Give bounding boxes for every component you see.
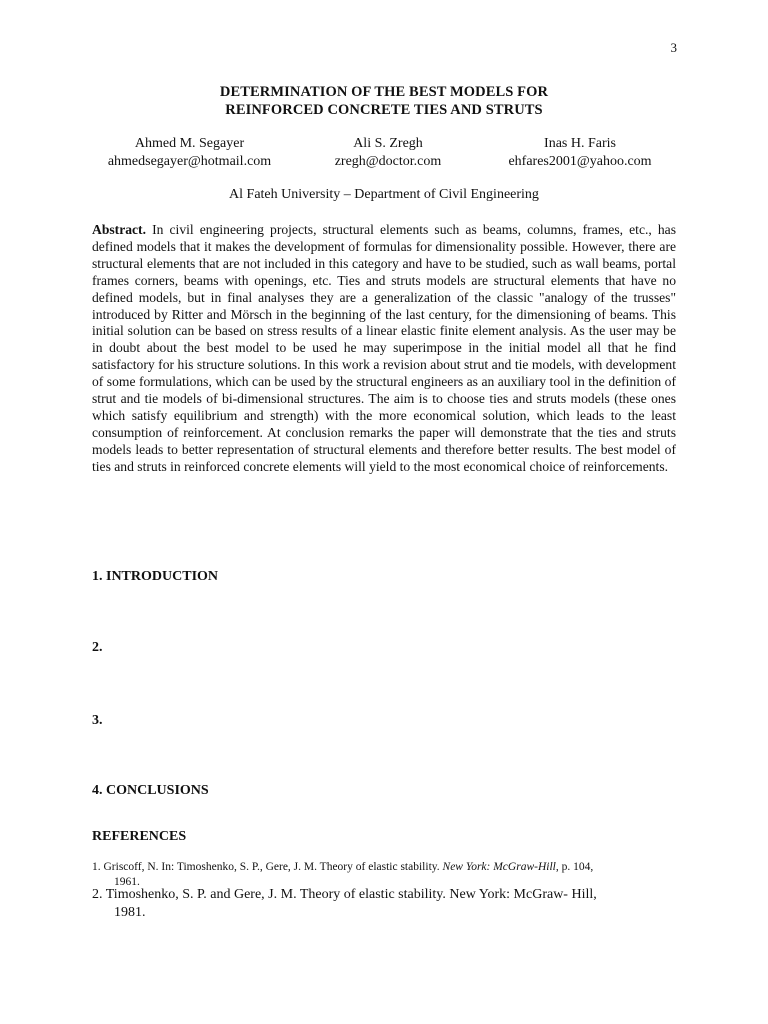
- author-3: [478, 135, 682, 171]
- author-2: [298, 135, 478, 171]
- abstract-label: Abstract.: [92, 222, 146, 237]
- reference-item-1: [92, 860, 676, 889]
- abstract-text: In civil engineering projects, structural elements such as beams, columns, frames, etc., has defined models that it makes the development of formulas for dimensionality possible. However, there are structural elements that are not included in this category and have to be studied, such as wall beams, portal frames corners, beams with openings, etc. Ties and struts models are structural elements that have no defined models, but in final analyses they are a generalization of the classic "analogy of the trusses" introduced by Ritter and Mörsch in the beginning of the last century, for the dimensioning of beams. This initial solution can be based on stress results of a linear elastic finite element analysis. As the user may be in doubt about the best model to be used he may superimpose in the initial model all that he find satisfactory for his structure solutions. In this work a revision about strut and tie models, with development of some formulations, which can be used by the structural engineers as an auxiliary tool in the definition of strut and tie models of bi-dimensional structures. The aim is to choose ties and struts models (these ones which satisfy equilibrium and strength) with the more economical solution, which leads to the least consumption of reinforcement. At conclusion remarks the paper will demonstrate that the ties and struts models leads to better representation of structural elements and therefore better results. The best model of ties and struts in reinforced concrete elements will yield to the most economical choice of reinforcements.: [92, 222, 676, 474]
- reference-pages: , p. 104,: [555, 861, 594, 873]
- reference-item-2: [92, 886, 676, 921]
- reference-text: 1. Griscoff, N. In: Timoshenko, S. P., Gere, J. M. Theory of elastic stability.: [92, 861, 443, 873]
- author-email: zregh@doctor.com: [334, 154, 442, 169]
- author-name: Ahmed M. Segayer: [134, 136, 245, 151]
- title-line-1: DETERMINATION OF THE BEST MODELS FOR: [219, 84, 549, 100]
- section-heading-introduction: 1. INTRODUCTION: [92, 569, 219, 584]
- affiliation: Al Fateh University – Department of Civil Engineering: [229, 187, 539, 202]
- author-email: ehfares2001@yahoo.com: [508, 154, 652, 169]
- author-1: [87, 135, 292, 171]
- page-number: 3: [670, 40, 677, 55]
- section-heading-3: 3.: [92, 713, 103, 728]
- author-name: Ali S. Zregh: [353, 136, 423, 151]
- reference-continuation: 1961.: [114, 875, 140, 888]
- author-email: ahmedsegayer@hotmail.com: [107, 154, 272, 169]
- section-heading-references: REFERENCES: [92, 829, 187, 844]
- section-heading-conclusions: 4. CONCLUSIONS: [92, 783, 209, 798]
- reference-text: 2. Timoshenko, S. P. and Gere, J. M. Theory of elastic stability. New York: McGraw- Hill,: [92, 887, 597, 902]
- abstract: [92, 222, 676, 476]
- paper-title: [0, 83, 768, 119]
- reference-publisher: New York: McGraw-Hill: [442, 861, 556, 873]
- author-name: Inas H. Faris: [544, 136, 616, 151]
- reference-continuation: 1981.: [114, 904, 146, 920]
- title-line-2: REINFORCED CONCRETE TIES AND STRUTS: [225, 102, 543, 118]
- section-heading-2: 2.: [92, 640, 103, 655]
